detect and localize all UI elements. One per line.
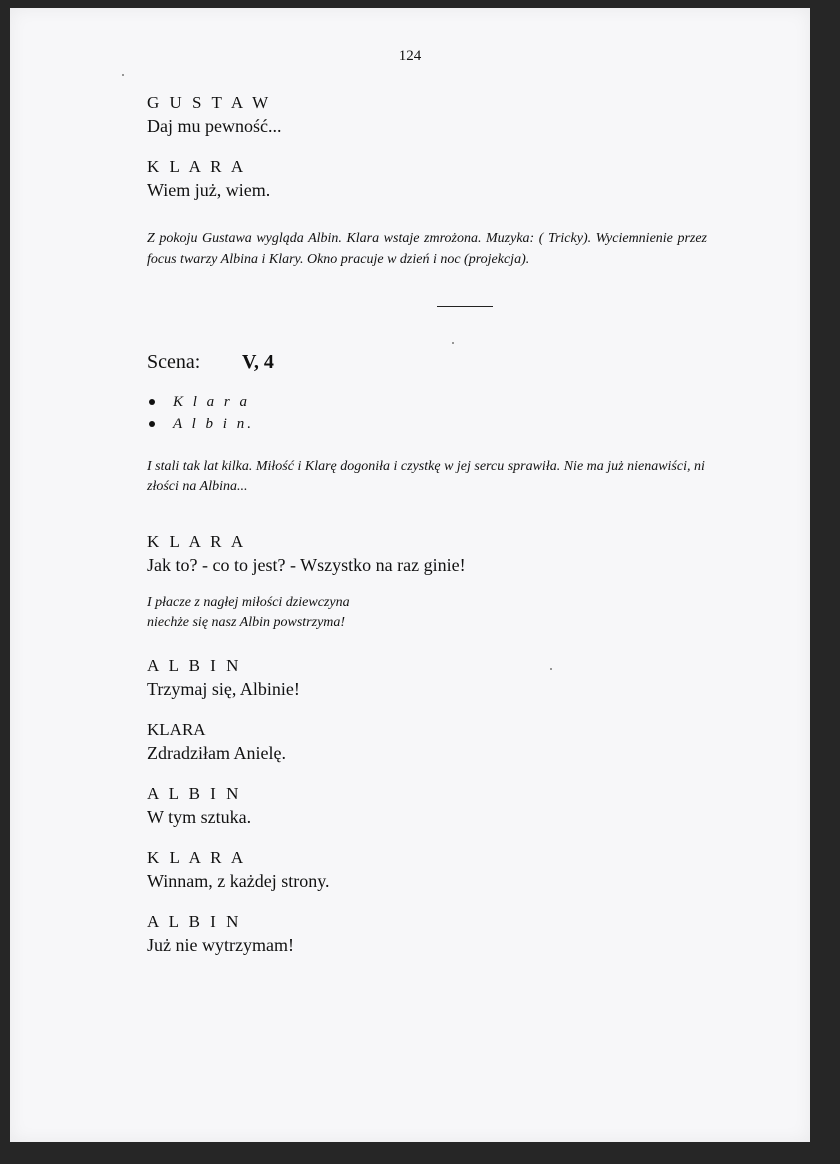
cast-item bbox=[147, 413, 707, 435]
bullet-icon bbox=[149, 421, 155, 427]
stage-direction: I stali tak lat kilka. Miłość i Klarę dogoniła i czystkę w jej sercu sprawiła. Nie ma już nienawiści, ni złości na Albina... bbox=[147, 459, 705, 494]
scene-number: V, 4 bbox=[242, 351, 274, 373]
speaker-name: A L B I N bbox=[147, 912, 242, 931]
speaker-name: K L A R A bbox=[147, 532, 247, 551]
dialogue-line: Wiem już, wiem. bbox=[147, 180, 271, 200]
cast-list bbox=[147, 391, 707, 435]
scene-heading bbox=[147, 349, 707, 375]
dialogue-line: Winnam, z każdej strony. bbox=[147, 871, 330, 891]
speaker-name: A L B I N bbox=[147, 784, 242, 803]
stage-direction-line: I płacze z nagłej miłości dziewczyna bbox=[147, 595, 350, 610]
dialogue-line: Już nie wytrzymam! bbox=[147, 935, 294, 955]
dialogue-line: W tym sztuka. bbox=[147, 807, 252, 827]
script-content bbox=[147, 92, 707, 957]
speaker-name: K L A R A bbox=[147, 157, 247, 176]
page-number: 124 bbox=[398, 48, 422, 64]
bullet-icon bbox=[149, 399, 155, 405]
stage-direction-line: niechże się nasz Albin powstrzyma! bbox=[147, 615, 346, 630]
dialogue-line: Jak to? - co to jest? - Wszystko na raz ginie! bbox=[147, 555, 466, 575]
dialogue-line: Trzymaj się, Albinie! bbox=[147, 679, 300, 699]
stage-direction: Z pokoju Gustawa wygląda Albin. Klara wstaje zmrożona. Muzyka: ( Tricky). Wyciemnienie przez focus twarzy Albina i Klary. Okno pracuje w dzień i noc (projekcja). bbox=[147, 231, 707, 267]
scan-speck bbox=[122, 74, 124, 76]
speaker-name: KLARA bbox=[147, 720, 206, 739]
dialogue-line: Zdradziłam Anielę. bbox=[147, 743, 286, 763]
cast-name: A l b i n. bbox=[173, 416, 254, 432]
cast-name: K l a r a bbox=[173, 394, 251, 410]
cast-item bbox=[147, 391, 707, 413]
dialogue-line: Daj mu pewność... bbox=[147, 116, 282, 136]
scene-label: Scena: bbox=[147, 351, 201, 373]
speaker-name: K L A R A bbox=[147, 848, 247, 867]
speaker-name: G U S T A W bbox=[147, 93, 272, 112]
speaker-name: A L B I N bbox=[147, 656, 242, 675]
document-page bbox=[10, 8, 810, 1142]
